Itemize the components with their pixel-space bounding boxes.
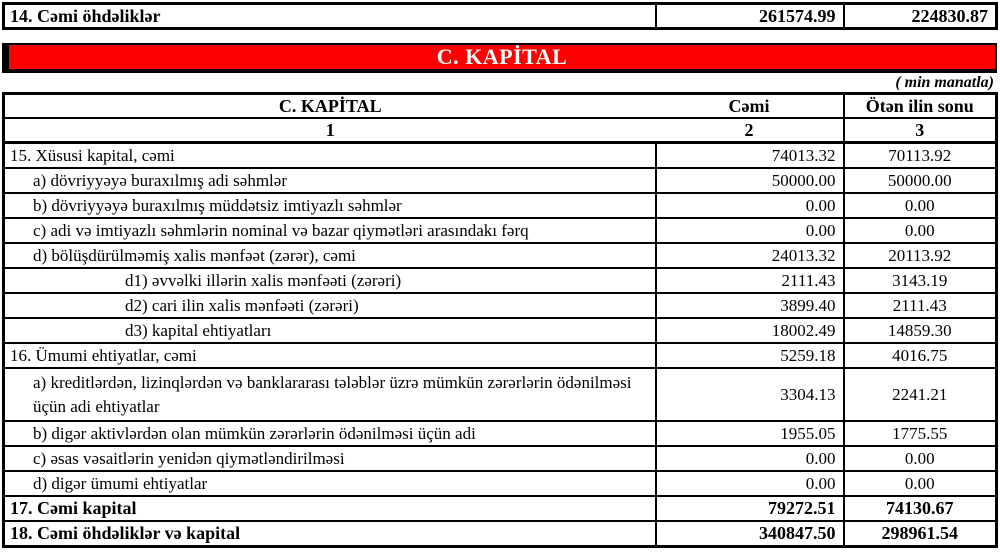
row-value-prev: 298961.54 xyxy=(844,521,997,547)
row-value-prev: 14859.30 xyxy=(844,318,997,343)
row-value-prev: 2111.43 xyxy=(844,293,997,318)
row-label: d) digər ümumi ehtiyatlar xyxy=(4,471,656,496)
row-label: a) kreditlərdən, lizinqlərdən və banklararası tələblər üzrə mümkün zərərlərin ödənilməsi üçün adi ehtiyatlar xyxy=(4,368,656,421)
row-value-cemi: 50000.00 xyxy=(656,168,844,193)
row-label: d1) əvvəlki illərin xalis mənfəəti (zərəri) xyxy=(4,268,656,293)
row-value-prev: 20113.92 xyxy=(844,243,997,268)
row-value-cemi: 340847.50 xyxy=(656,521,844,547)
row-value-prev: 4016.75 xyxy=(844,343,997,368)
row-label: d2) cari ilin xalis mənfəəti (zərəri) xyxy=(4,293,656,318)
row-value-cemi: 79272.51 xyxy=(656,496,844,521)
row-value-prev: 1775.55 xyxy=(844,421,997,446)
header-col1: C. KAPİTAL xyxy=(4,94,656,119)
table-row xyxy=(4,143,997,169)
row-value-prev: 3143.19 xyxy=(844,268,997,293)
table-row xyxy=(4,521,997,547)
capital-table xyxy=(2,92,998,548)
table-row xyxy=(4,421,997,446)
table-row xyxy=(4,168,997,193)
header-col2: Cəmi xyxy=(656,94,844,119)
row-label: 17. Cəmi kapital xyxy=(4,496,656,521)
row-label: 14. Cəmi öhdəliklər xyxy=(4,4,656,29)
balance-sheet-page xyxy=(0,2,1000,559)
row-value-prev: 2241.21 xyxy=(844,368,997,421)
row-value-cemi: 5259.18 xyxy=(656,343,844,368)
table-row xyxy=(4,293,997,318)
header-col3: Ötən ilin sonu xyxy=(844,94,997,119)
row-label: 18. Cəmi öhdəliklər və kapital xyxy=(4,521,656,547)
section-banner xyxy=(2,43,997,73)
row-label: b) digər aktivlərdən olan mümkün zərərlərin ödənilməsi üçün adi xyxy=(4,421,656,446)
row-value-cemi: 0.00 xyxy=(656,218,844,243)
row-label: b) dövriyyəyə buraxılmış müddətsiz imtiyazlı səhmlər xyxy=(4,193,656,218)
header-num3: 3 xyxy=(844,118,997,143)
table-row xyxy=(4,368,997,421)
table-row xyxy=(4,496,997,521)
header-row xyxy=(4,94,997,119)
table-row xyxy=(4,318,997,343)
table-row xyxy=(4,471,997,496)
row-value-cemi: 3304.13 xyxy=(656,368,844,421)
table-row xyxy=(4,268,997,293)
row-label: a) dövriyyəyə buraxılmış adi səhmlər xyxy=(4,168,656,193)
row-value-cemi: 18002.49 xyxy=(656,318,844,343)
header-number-row xyxy=(4,118,997,143)
table-row xyxy=(4,343,997,368)
row-value-prev: 0.00 xyxy=(844,471,997,496)
row-value-cemi: 0.00 xyxy=(656,193,844,218)
liabilities-total-table xyxy=(2,2,998,30)
header-num1: 1 xyxy=(4,118,656,143)
row-value-cemi: 261574.99 xyxy=(656,4,844,29)
row-label: 15. Xüsusi kapital, cəmi xyxy=(4,143,656,169)
row-value-prev: 0.00 xyxy=(844,446,997,471)
table-row xyxy=(4,193,997,218)
row-value-prev: 50000.00 xyxy=(844,168,997,193)
row-value-cemi: 24013.32 xyxy=(656,243,844,268)
row-value-prev: 0.00 xyxy=(844,193,997,218)
table-row xyxy=(4,4,997,29)
header-num2: 2 xyxy=(656,118,844,143)
row-value-prev: 0.00 xyxy=(844,218,997,243)
row-value-cemi: 0.00 xyxy=(656,471,844,496)
row-value-prev: 70113.92 xyxy=(844,143,997,169)
row-value-cemi: 1955.05 xyxy=(656,421,844,446)
row-label: c) adi və imtiyazlı səhmlərin nominal və bazar qiymətləri arasındakı fərq xyxy=(4,218,656,243)
row-label: d3) kapital ehtiyatları xyxy=(4,318,656,343)
row-label: 16. Ümumi ehtiyatlar, cəmi xyxy=(4,343,656,368)
section-title: C. KAPİTAL xyxy=(436,44,568,69)
row-value-cemi: 0.00 xyxy=(656,446,844,471)
row-value-cemi: 74013.32 xyxy=(656,143,844,169)
table-row xyxy=(4,218,997,243)
row-value-prev: 74130.67 xyxy=(844,496,997,521)
table-row xyxy=(4,243,997,268)
row-value-cemi: 2111.43 xyxy=(656,268,844,293)
row-label: d) bölüşdürülməmiş xalis mənfəət (zərər), cəmi xyxy=(4,243,656,268)
row-value-prev: 224830.87 xyxy=(844,4,997,29)
table-row xyxy=(4,446,997,471)
row-label: c) əsas vəsaitlərin yenidən qiymətləndirilməsi xyxy=(4,446,656,471)
unit-note: ( min manatla) xyxy=(895,74,994,91)
row-value-cemi: 3899.40 xyxy=(656,293,844,318)
